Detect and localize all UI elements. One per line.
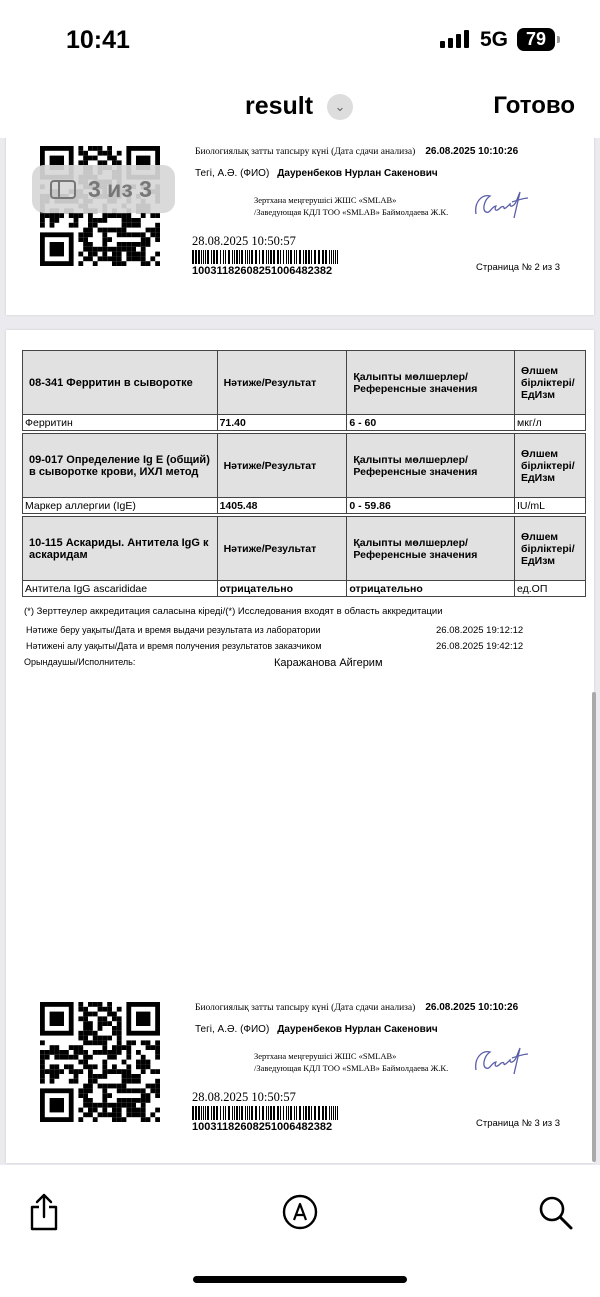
test-header-row — [23, 351, 586, 415]
unit-header: Өлшем бірліктері/ ЕдИзм — [515, 351, 586, 415]
barcode — [192, 250, 340, 264]
test-name: 08-341 Ферритин в сыворотке — [23, 351, 218, 415]
unit: ед.ОП — [515, 581, 586, 597]
result-header: Нәтиже/Результат — [217, 434, 347, 498]
test-header-row — [23, 434, 586, 498]
barcode-number: 10031182608251006482382 — [192, 265, 333, 277]
lab-head-ru: /Заведующая КДЛ ТОО «SMLAB» Баймолдаева Ж.К. — [254, 207, 449, 217]
reference-header: Қалыпты мөлшерлер/Референсные значения — [347, 351, 515, 415]
issue-time-label: Нәтиже беру уақыты/Дата и время выдачи результата из лаборатории — [26, 625, 321, 635]
reference-header: Қалыпты мөлшерлер/Референсные значения — [347, 434, 515, 498]
table-row — [23, 498, 586, 514]
home-indicator[interactable] — [193, 1276, 407, 1283]
clock: 10:41 — [66, 26, 130, 54]
reference-value: отрицательно — [347, 581, 515, 597]
sample-date: 26.08.2025 10:10:26 — [425, 1002, 519, 1013]
network-type: 5G — [480, 28, 509, 51]
result-value: 71.40 — [217, 415, 347, 431]
patient-name: Дауренбеков Нурлан Сакенович — [277, 1024, 438, 1035]
page-footer — [6, 1002, 594, 1142]
document-viewer[interactable] — [0, 138, 600, 1165]
page-3 — [6, 330, 594, 1163]
receive-time-label: Нәтижені алу уақыты/Дата и время получения результатов заказчиком — [26, 641, 322, 651]
unit: IU/mL — [515, 498, 586, 514]
chevron-down-icon[interactable]: ⌄ — [327, 94, 353, 120]
print-date: 28.08.2025 10:50:57 — [192, 234, 296, 248]
accreditation-note: (*) Зерттеулер аккредитация саласына кіреді/(*) Исследования входят в область аккредитации — [24, 606, 443, 617]
issue-time: 26.08.2025 19:12:12 — [436, 625, 524, 636]
result-value: отрицательно — [217, 581, 347, 597]
nav-bar — [0, 72, 600, 138]
table-row — [23, 415, 586, 431]
parameter: Антитела IgG ascarididae — [23, 581, 218, 597]
parameter: Маркер аллергии (IgE) — [23, 498, 218, 514]
sample-date-label: Биологиялық затты тапсыру күні (Дата сдачи анализа) — [195, 1003, 416, 1013]
test-name: 09-017 Определение Ig E (общий) в сыворотке крови, ИХЛ метод — [23, 434, 218, 498]
signature — [472, 184, 532, 222]
receive-time: 26.08.2025 19:42:12 — [436, 641, 524, 652]
sample-date-label: Биологиялық затты тапсыру күні (Дата сдачи анализа) — [195, 147, 416, 157]
unit: мкг/л — [515, 415, 586, 431]
sample-date: 26.08.2025 10:10:26 — [425, 146, 519, 157]
fio-label: Тегі, А.Ә. (ФИО) — [195, 168, 270, 179]
reference-value: 6 - 60 — [347, 415, 515, 431]
result-value: 1405.48 — [217, 498, 347, 514]
lab-head-kz: Зертхана меңгерушісі ЖШС «SMLAB» — [254, 1051, 397, 1061]
share-icon[interactable] — [28, 1193, 60, 1231]
executor-name: Каражанова Айгерим — [274, 657, 383, 669]
sidebar-icon — [50, 180, 76, 199]
battery-icon: 79 — [517, 28, 555, 51]
scrollbar[interactable] — [592, 692, 596, 1162]
table-row — [23, 581, 586, 597]
page-indicator-text: 3 из 3 — [88, 175, 152, 202]
fio-label: Тегі, А.Ә. (ФИО) — [195, 1024, 270, 1035]
reference-header: Қалыпты мөлшерлер/Референсные значения — [347, 517, 515, 581]
unit-header: Өлшем бірліктері/ ЕдИзм — [515, 434, 586, 498]
result-header: Нәтиже/Результат — [217, 351, 347, 415]
reference-value: 0 - 59.86 — [347, 498, 515, 514]
lab-head-kz: Зертхана меңгерушісі ЖШС «SMLAB» — [254, 195, 397, 205]
lab-head-ru: /Заведующая КДЛ ТОО «SMLAB» Баймолдаева Ж.К. — [254, 1063, 449, 1073]
markup-icon[interactable] — [282, 1194, 318, 1230]
page-number: Страница № 3 из 3 — [476, 1118, 561, 1129]
document-title[interactable]: result — [245, 92, 314, 120]
results-table — [22, 350, 586, 597]
result-header: Нәтиже/Результат — [217, 517, 347, 581]
qr-code — [40, 1002, 160, 1122]
page-number: Страница № 2 из 3 — [476, 262, 561, 273]
signature — [472, 1040, 532, 1078]
signal-icon — [440, 30, 469, 48]
done-button[interactable]: Готово — [493, 92, 575, 119]
parameter: Ферритин — [23, 415, 218, 431]
page-indicator — [32, 165, 175, 213]
executor-label: Орындаушы/Исполнитель: — [24, 657, 136, 667]
barcode-number: 10031182608251006482382 — [192, 1121, 333, 1133]
patient-name: Дауренбеков Нурлан Сакенович — [277, 168, 438, 179]
test-header-row — [23, 517, 586, 581]
unit-header: Өлшем бірліктері/ ЕдИзм — [515, 517, 586, 581]
status-bar — [0, 0, 600, 72]
print-date: 28.08.2025 10:50:57 — [192, 1090, 296, 1104]
search-icon[interactable] — [538, 1195, 574, 1231]
barcode — [192, 1106, 340, 1120]
test-name: 10-115 Аскариды. Антитела IgG к аскаридам — [23, 517, 218, 581]
